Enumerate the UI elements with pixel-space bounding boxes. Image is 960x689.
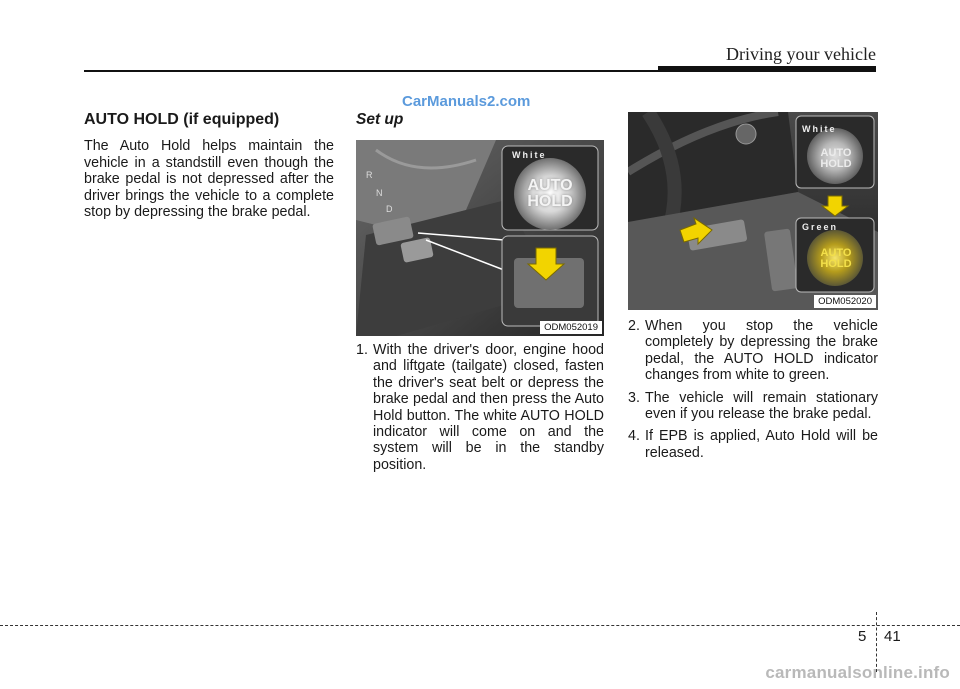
indicator-text [522, 178, 578, 210]
indicator-line1: AUTO [527, 177, 573, 194]
pedal-illustration [628, 112, 878, 310]
badge-white-label: White [512, 150, 547, 160]
shifter-letter-n: N [376, 188, 383, 198]
steps-column-a [356, 342, 604, 479]
figure-pedal [628, 112, 878, 310]
step-item [628, 428, 878, 461]
footer-rule [0, 625, 960, 626]
watermark-footer-link[interactable]: carmanualsonline.info [765, 663, 950, 682]
footer-separator [876, 612, 877, 672]
start-button [736, 124, 756, 144]
step-text: The vehicle will remain stationary even if you release the brake pedal. [645, 389, 878, 423]
figure-caption: ODM052020 [814, 295, 876, 308]
step-item [628, 318, 878, 384]
step-number: 2. [628, 318, 640, 334]
indicator-line1: AUTO [820, 147, 852, 159]
step-text: If EPB is applied, Auto Hold will be released. [645, 428, 878, 461]
step-number: 4. [628, 428, 640, 445]
steps-column-b [628, 318, 878, 467]
intro-column [84, 112, 334, 220]
step-number: 1. [356, 342, 368, 358]
step-text: With the driver's door, engine hood and liftgate (tailgate) closed, fasten the driver's seat belt or depress the brake pedal and then press the Auto Hold button. The white AUTO HOLD indicator will come on and the system will be in the standby position. [373, 342, 604, 473]
step-item [356, 342, 604, 473]
steps-list [356, 342, 604, 473]
console-illustration [356, 140, 604, 336]
steps-list [628, 318, 878, 461]
intro-paragraph: The Auto Hold helps maintain the vehicle in a standstill even though the brake pedal is not depressed after the driver brings the vehicle to a complete stop by depressing the brake pedal. [84, 138, 334, 221]
setup-subheading: Set up [356, 111, 404, 128]
badge-white-label: White [802, 124, 837, 134]
section-heading: AUTO HOLD (if equipped) [84, 111, 280, 128]
chapter-title: Driving your vehicle [726, 44, 876, 64]
indicator-line1: AUTO [820, 247, 852, 259]
indicator-green-text [817, 248, 855, 270]
header-rule-thick [658, 66, 876, 72]
page-chapter: 5 [858, 628, 867, 645]
setup-column [356, 112, 604, 128]
step-number: 3. [628, 389, 640, 406]
shifter-letter-r: R [366, 170, 373, 180]
page-number: 41 [884, 628, 901, 645]
step-text: When you stop the vehicle completely by depressing the brake pedal, the AUTO HOLD indicator changes from white to green. [645, 318, 878, 384]
indicator-line2: HOLD [527, 193, 573, 210]
indicator-white-text [817, 148, 855, 170]
header-rule [84, 70, 658, 72]
shifter-letter-d: D [386, 204, 393, 214]
badge-green-label: Green [802, 222, 839, 232]
figure-console [356, 140, 604, 336]
indicator-line2: HOLD [820, 158, 852, 170]
indicator-line2: HOLD [820, 258, 852, 270]
figure-caption: ODM052019 [540, 321, 602, 334]
watermark-link[interactable]: CarManuals2.com [402, 93, 531, 110]
step-item [628, 390, 878, 423]
